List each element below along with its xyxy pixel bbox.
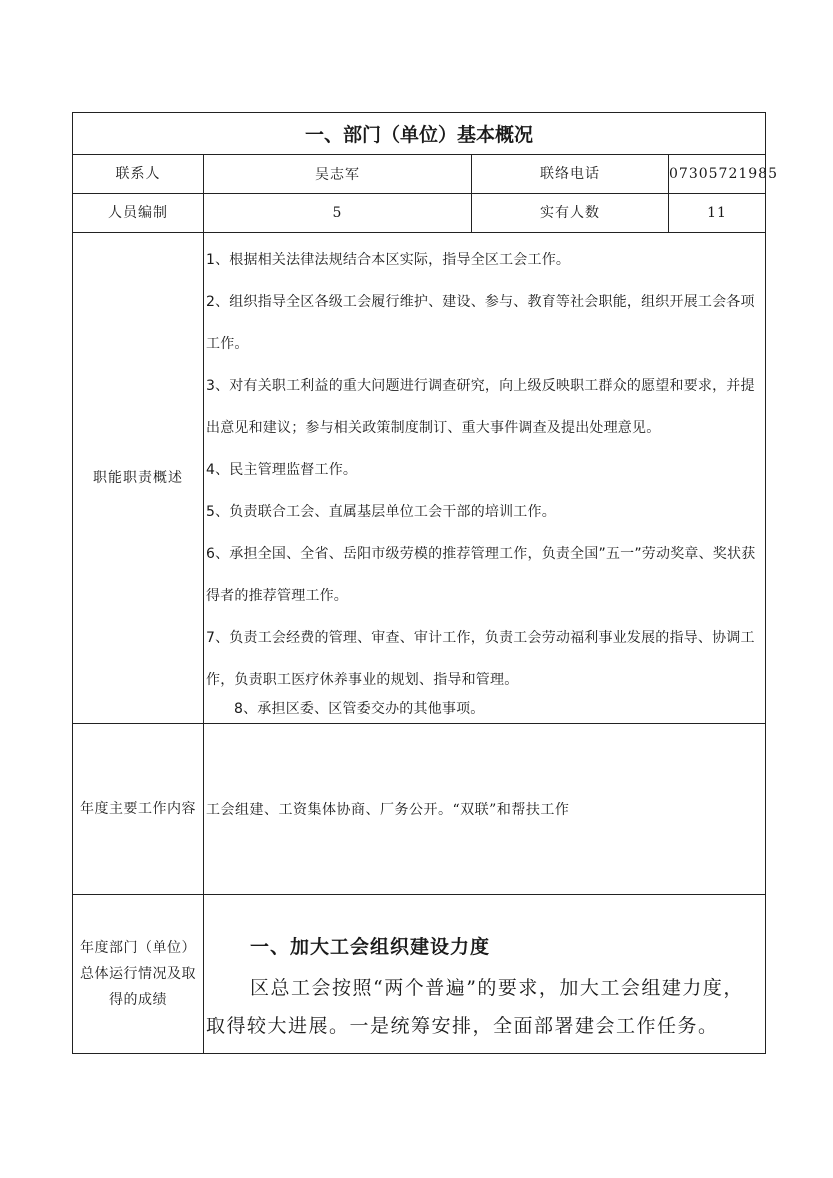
contact-value: 吴志军: [204, 155, 472, 194]
duties-list: [204, 233, 765, 723]
results-heading: 一、加大工会组织建设力度: [250, 935, 491, 958]
results-cell: [204, 895, 766, 1054]
staff-quota-value: 5: [204, 194, 472, 233]
duty-item: 2、组织指导全区各级工会履行维护、建设、参与、教育等社会职能，组织开展工会各项工作。: [206, 294, 755, 352]
duty-item: 3、对有关职工利益的重大问题进行调查研究，向上级反映职工群众的愿望和要求，并提出意见和建议；参与相关政策制度制订、重大事件调查及提出处理意见。: [206, 378, 755, 436]
duty-item: 6、承担全国、全省、岳阳市级劳模的推荐管理工作，负责全国”五一”劳动奖章、奖状获得者的推荐管理工作。: [206, 546, 756, 604]
annual-work-label: 年度主要工作内容: [73, 724, 204, 895]
phone-value: 07305721985: [669, 155, 766, 194]
staff-actual-label: 实有人数: [472, 194, 669, 233]
annual-work-cell: [204, 724, 766, 895]
staff-quota-label: 人员编制: [73, 194, 204, 233]
duty-item: 4、民主管理监督工作。: [206, 462, 358, 478]
duties-label: 职能职责概述: [73, 233, 204, 724]
annual-work-value: 工会组建、工资集体协商、厂务公开。“双联”和帮扶工作: [206, 802, 570, 818]
duty-item: 8、承担区委、区管委交办的其他事项。: [234, 701, 485, 717]
phone-label: 联络电话: [472, 155, 669, 194]
results-label: 年度部门（单位）总体运行情况及取得的成绩: [73, 895, 204, 1054]
results-paragraph: 区总工会按照“两个普遍”的要求，加大工会组建力度，取得较大进展。一是统筹安排，全面部署建会工作任务。: [206, 976, 744, 1037]
overview-table: [72, 112, 778, 1054]
duty-item: 7、负责工会经费的管理、审查、审计工作，负责工会劳动福利事业发展的指导、协调工作，负责职工医疗休养事业的规划、指导和管理。: [206, 630, 755, 688]
duty-item: 1、根据相关法律法规结合本区实际，指导全区工会工作。: [206, 252, 571, 268]
duty-item: 5、负责联合工会、直属基层单位工会干部的培训工作。: [206, 504, 556, 520]
staff-actual-value: 11: [669, 194, 766, 233]
section-title: 一、部门（单位）基本概况: [73, 113, 766, 155]
duties-cell: [204, 233, 766, 724]
contact-label: 联系人: [73, 155, 204, 194]
